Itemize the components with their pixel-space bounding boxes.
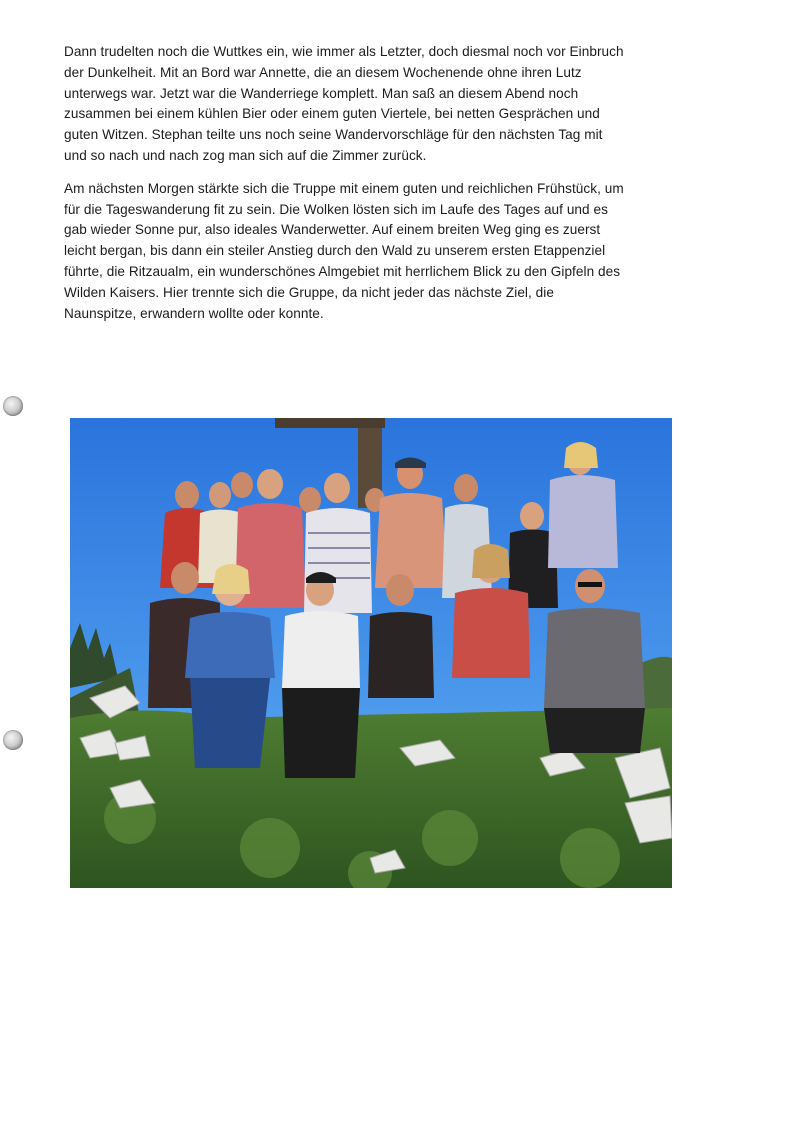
text-line: und so nach und nach zog man sich auf die Zimmer zurück. <box>64 147 427 163</box>
text-line: Naunspitze, erwandern wollte oder konnte. <box>64 305 324 321</box>
text-line: der Dunkelheit. Mit an Bord war Annette, die an diesem Wochenende ohne ihren Lutz <box>64 64 582 80</box>
paragraph-evening <box>64 42 724 167</box>
text-line: Dann trudelten noch die Wuttkes ein, wie immer als Letzter, doch diesmal noch vor Einbruch <box>64 44 624 59</box>
text-line: guten Witzen. Stephan teilte uns noch seine Wandervorschläge für den nächsten Tag mit <box>64 127 603 143</box>
body-text <box>64 42 724 336</box>
text-line: Wilden Kaisers. Hier trennte sich die Gruppe, da nicht jeder das nächste Ziel, die <box>64 284 554 300</box>
text-line: Am nächsten Morgen stärkte sich die Truppe mit einem guten und reichlichen Frühstück, um <box>64 180 624 196</box>
text-line: unterwegs war. Jetzt war die Wanderriege komplett. Man saß an diesem Abend noch <box>64 85 579 101</box>
group-photo-illustration <box>70 418 672 888</box>
text-line: für die Tageswanderung fit zu sein. Die Wolken lösten sich im Laufe des Tages auf und es <box>64 201 608 217</box>
text-line: gab wieder Sonne pur, also ideales Wanderwetter. Auf einem breiten Weg ging es zuerst <box>64 222 601 238</box>
punch-hole-top <box>3 396 23 416</box>
punch-hole-bottom <box>3 730 23 750</box>
group-photo <box>70 418 672 888</box>
text-line: führte, die Ritzaualm, ein wunderschönes Almgebiet mit herrlichem Blick zu den Gipfeln des <box>64 263 621 279</box>
text-line: leicht bergan, bis dann ein steiler Anstieg durch den Wald zu unserem ersten Etappenziel <box>64 243 606 259</box>
text-line: zusammen bei einem kühlen Bier oder einem guten Viertele, bei netten Gesprächen und <box>64 106 600 122</box>
paragraph-morning <box>64 179 724 325</box>
